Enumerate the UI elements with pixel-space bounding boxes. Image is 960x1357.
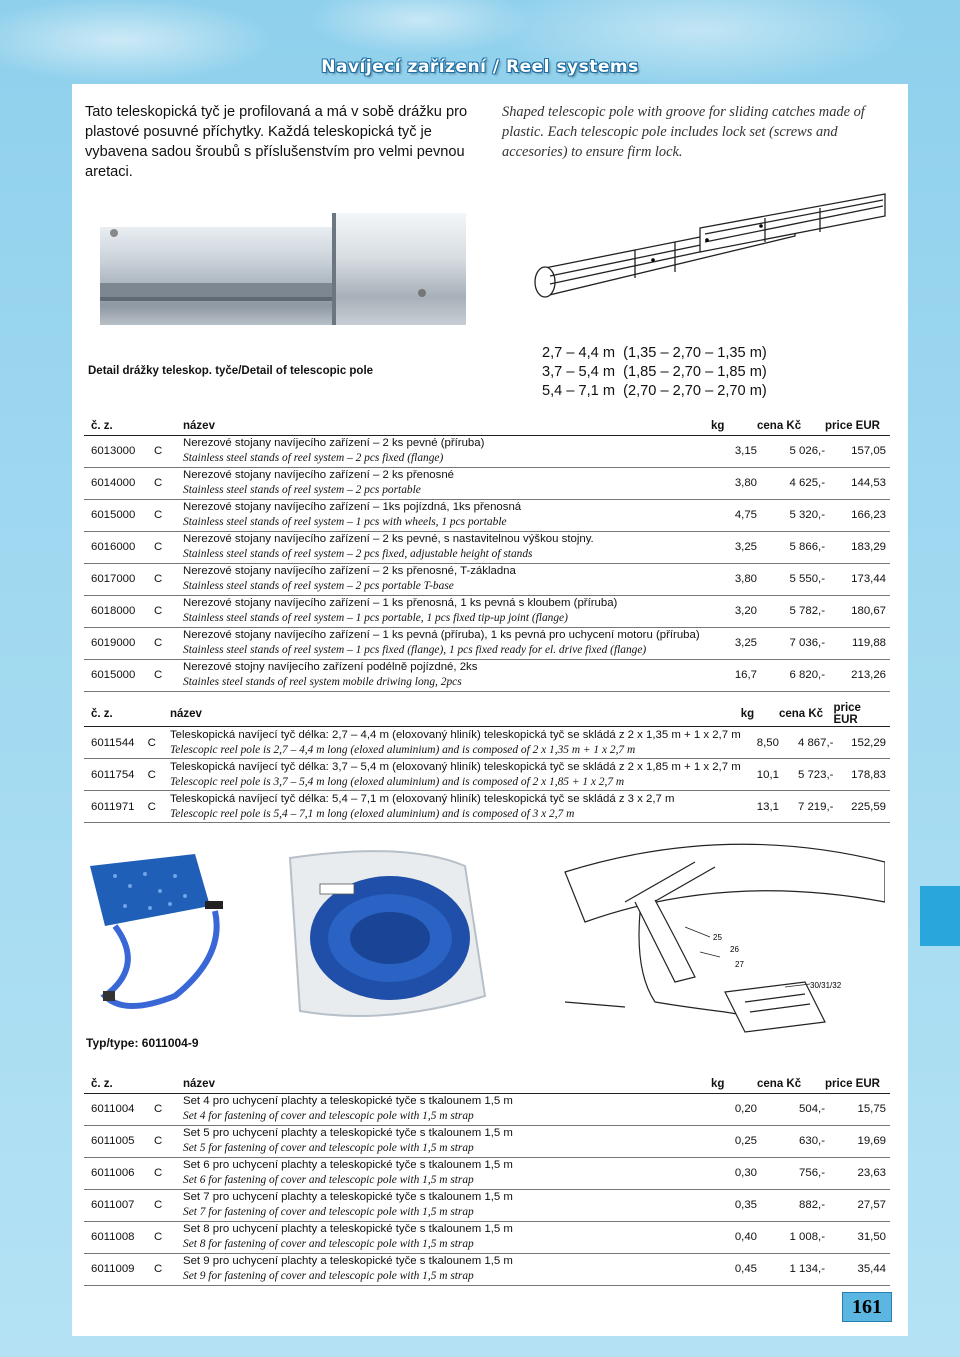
name-czech: Set 5 pro uchycení plachty a teleskopické tyče s tkalounem 1,5 m <box>183 1127 513 1139</box>
col-header-flag <box>154 418 183 435</box>
price-eur-cell: 183,29 <box>825 531 890 563</box>
weight-cell: 3,80 <box>711 563 757 595</box>
table-row <box>84 659 890 691</box>
fastening-sets-table <box>84 1076 890 1286</box>
weight-cell: 3,80 <box>711 467 757 499</box>
col-header-name: název <box>183 1076 711 1093</box>
product-code-cell: 6011971 <box>84 791 148 823</box>
flag-cell: C <box>154 1221 183 1253</box>
pole-length-line: 5,4 – 7,1 m (2,70 – 2,70 – 2,70 m) <box>542 383 767 399</box>
weight-cell: 8,50 <box>741 727 779 759</box>
name-cell <box>183 1157 711 1189</box>
product-code-cell: 6015000 <box>84 499 154 531</box>
table-row <box>84 1253 890 1285</box>
table-body <box>84 727 890 823</box>
intro-text-english: Shaped telescopic pole with groove for sliding catches made of plastic. Each telescopic pole includes lock set (screws and accesories) to ensure firm lock. <box>502 104 865 160</box>
name-cell <box>170 727 741 759</box>
side-color-tab <box>920 886 960 946</box>
name-english: Stainless steel stands of reel system – 2 pcs fixed, adjustable height of stands <box>183 548 533 560</box>
flag-cell: C <box>154 1093 183 1125</box>
table-row <box>84 727 890 759</box>
type-label: Typ/type: 6011004-9 <box>86 1036 199 1050</box>
flag-cell: C <box>154 563 183 595</box>
table-row <box>84 1093 890 1125</box>
name-cell <box>183 627 711 659</box>
product-code-cell: 6011008 <box>84 1221 154 1253</box>
price-czk-cell: 5 320,- <box>757 499 825 531</box>
col-header-code: č. z. <box>84 418 154 435</box>
name-czech: Set 4 pro uchycení plachty a teleskopické tyče s tkalounem 1,5 m <box>183 1095 513 1107</box>
table-row <box>84 595 890 627</box>
name-english: Set 9 for fastening of cover and telescopic pole with 1,5 m strap <box>183 1270 474 1282</box>
name-cell <box>183 659 711 691</box>
table-row <box>84 1157 890 1189</box>
product-code-cell: 6017000 <box>84 563 154 595</box>
diagram-label: 25 <box>713 933 722 942</box>
weight-cell: 0,25 <box>711 1125 757 1157</box>
weight-cell: 3,15 <box>711 435 757 467</box>
price-eur-cell: 35,44 <box>825 1253 890 1285</box>
product-code-cell: 6011004 <box>84 1093 154 1125</box>
price-eur-cell: 27,57 <box>825 1189 890 1221</box>
weight-cell: 10,1 <box>741 759 779 791</box>
price-czk-cell: 882,- <box>757 1189 825 1221</box>
price-eur-cell: 23,63 <box>825 1157 890 1189</box>
product-code-cell: 6011544 <box>84 727 148 759</box>
price-eur-cell: 178,83 <box>833 759 890 791</box>
detail-caption: Detail drážky teleskop. tyče/Detail of telescopic pole <box>88 365 374 377</box>
product-code-cell: 6018000 <box>84 595 154 627</box>
product-code-cell: 6011006 <box>84 1157 154 1189</box>
name-cell <box>183 1189 711 1221</box>
flag-cell: C <box>154 595 183 627</box>
diagram-label: 26 <box>730 945 739 954</box>
name-czech: Nerezové stojany navíjecího zařízení – 2 ks přenosné, T-základna <box>183 565 516 577</box>
flag-cell: C <box>148 791 170 823</box>
name-czech: Set 7 pro uchycení plachty a teleskopické tyče s tkalounem 1,5 m <box>183 1191 513 1203</box>
weight-cell: 0,45 <box>711 1253 757 1285</box>
pole-length-line: 2,7 – 4,4 m (1,35 – 2,70 – 1,35 m) <box>542 345 767 361</box>
price-eur-cell: 213,26 <box>825 659 890 691</box>
table-row <box>84 467 890 499</box>
product-code-cell: 6011007 <box>84 1189 154 1221</box>
weight-cell: 13,1 <box>741 791 779 823</box>
col-header-eur: price EUR <box>825 1076 890 1093</box>
reel-stands-table <box>84 418 890 692</box>
flag-cell: C <box>154 1253 183 1285</box>
flag-cell: C <box>148 727 170 759</box>
col-header-flag <box>148 702 170 727</box>
col-header-eur: price EUR <box>833 702 890 727</box>
flag-cell: C <box>154 1157 183 1189</box>
weight-cell: 0,30 <box>711 1157 757 1189</box>
table-row <box>84 759 890 791</box>
name-english: Telescopic reel pole is 5,4 – 7,1 m long (eloxed aluminium) and is composed of 3 x 2,7 m <box>169 807 575 820</box>
name-english: Stainless steel stands of reel system – 1 pcs portable, 1 pcs fixed tip-up joint (flange) <box>183 612 568 624</box>
flag-cell: C <box>154 1125 183 1157</box>
price-eur-cell: 19,69 <box>825 1125 890 1157</box>
price-czk-cell: 756,- <box>757 1157 825 1189</box>
weight-cell: 0,35 <box>711 1189 757 1221</box>
name-english: Set 8 for fastening of cover and telescopic pole with 1,5 m strap <box>183 1238 474 1250</box>
price-czk-cell: 5 782,- <box>757 595 825 627</box>
page-title: Navíjecí zařízení / Reel systems <box>321 57 639 77</box>
name-czech: Teleskopická navíjecí tyč délka: 5,4 – 7,1 m (eloxovaný hliník) teleskopická tyč se skládá z 3 x 2,7 m <box>169 792 675 805</box>
weight-cell: 16,7 <box>711 659 757 691</box>
name-czech: Nerezové stojany navíjecího zařízení – 2 ks přenosné <box>183 469 454 481</box>
price-eur-cell: 173,44 <box>825 563 890 595</box>
name-english: Telescopic reel pole is 3,7 – 5,4 m long (eloxed aluminium) and is composed of 2 x 1,85 + 1 x 2,7 m <box>169 775 625 788</box>
price-eur-cell: 15,75 <box>825 1093 890 1125</box>
name-english: Set 5 for fastening of cover and telescopic pole with 1,5 m strap <box>183 1142 474 1154</box>
name-czech: Teleskopická navíjecí tyč délka: 2,7 – 4,4 m (eloxovaný hliník) teleskopická tyč se skládá z 2 x 1,35 m + 1 x 2,7 m <box>169 728 741 741</box>
pole-length-list <box>542 344 767 401</box>
price-eur-cell: 180,67 <box>825 595 890 627</box>
name-english: Telescopic reel pole is 2,7 – 4,4 m long (eloxed aluminium) and is composed of 2 x 1,35 m + 1 x 2,7 m <box>169 743 636 756</box>
col-header-eur: price EUR <box>825 418 890 435</box>
name-english: Stainless steel stands of reel system – 2 pcs portable <box>183 484 421 496</box>
price-eur-cell: 152,29 <box>833 727 890 759</box>
product-code-cell: 6016000 <box>84 531 154 563</box>
table-header-row <box>84 418 890 435</box>
fastening-set-photo <box>85 846 515 1031</box>
price-czk-cell: 7 036,- <box>757 627 825 659</box>
flag-cell: C <box>154 1189 183 1221</box>
price-czk-cell: 1 008,- <box>757 1221 825 1253</box>
col-header-kg: kg <box>711 418 757 435</box>
name-cell <box>183 563 711 595</box>
table-body <box>84 435 890 691</box>
table-header-row <box>84 1076 890 1093</box>
name-cell <box>170 759 741 791</box>
table-row <box>84 435 890 467</box>
price-eur-cell: 225,59 <box>833 791 890 823</box>
col-header-code: č. z. <box>84 702 148 727</box>
table-body <box>84 1093 890 1285</box>
table-row <box>84 1221 890 1253</box>
flag-cell: C <box>154 467 183 499</box>
table-row <box>84 791 890 823</box>
price-czk-cell: 5 723,- <box>779 759 833 791</box>
price-czk-cell: 6 820,- <box>757 659 825 691</box>
name-czech: Nerezové stojany navíjecího zařízení – 2 ks pevné (příruba) <box>183 437 485 449</box>
flag-cell: C <box>154 435 183 467</box>
product-code-cell: 6014000 <box>84 467 154 499</box>
weight-cell: 4,75 <box>711 499 757 531</box>
flag-cell: C <box>154 659 183 691</box>
page-number: 161 <box>842 1292 892 1322</box>
name-cell <box>183 499 711 531</box>
name-czech: Teleskopická navíjecí tyč délka: 3,7 – 5,4 m (eloxovaný hliník) teleskopická tyč se skládá z 2 x 1,85 m + 1 x 2,7 m <box>169 760 741 773</box>
product-code-cell: 6015000 <box>84 659 154 691</box>
table-row <box>84 1189 890 1221</box>
name-czech: Nerezové stojany navíjecího zařízení – 1 ks přenosná, 1 ks pevná s kloubem (příruba) <box>183 597 618 609</box>
product-code-cell: 6011754 <box>84 759 148 791</box>
price-czk-cell: 1 134,- <box>757 1253 825 1285</box>
name-czech: Set 8 pro uchycení plachty a teleskopické tyče s tkalounem 1,5 m <box>183 1223 513 1235</box>
name-english: Set 4 for fastening of cover and telescopic pole with 1,5 m strap <box>183 1110 474 1122</box>
weight-cell: 3,25 <box>711 531 757 563</box>
col-header-name: název <box>170 702 741 727</box>
name-english: Set 6 for fastening of cover and telescopic pole with 1,5 m strap <box>183 1174 474 1186</box>
pole-length-line: 3,7 – 5,4 m (1,85 – 2,70 – 1,85 m) <box>542 364 767 380</box>
price-czk-cell: 504,- <box>757 1093 825 1125</box>
name-cell <box>183 1221 711 1253</box>
col-header-czk: cena Kč <box>757 418 825 435</box>
diagram-label: 27 <box>735 960 744 969</box>
price-eur-cell: 157,05 <box>825 435 890 467</box>
flag-cell: C <box>154 531 183 563</box>
name-cell <box>183 467 711 499</box>
table-row <box>84 627 890 659</box>
table-row <box>84 499 890 531</box>
price-czk-cell: 7 219,- <box>779 791 833 823</box>
price-czk-cell: 630,- <box>757 1125 825 1157</box>
name-cell <box>170 791 741 823</box>
product-code-cell: 6013000 <box>84 435 154 467</box>
weight-cell: 0,40 <box>711 1221 757 1253</box>
col-header-kg: kg <box>711 1076 757 1093</box>
price-eur-cell: 144,53 <box>825 467 890 499</box>
col-header-name: název <box>183 418 711 435</box>
name-cell <box>183 1125 711 1157</box>
name-english: Stainless steel stands of reel system – 2 pcs fixed (flange) <box>183 452 444 464</box>
title-band <box>0 52 960 82</box>
table-row <box>84 563 890 595</box>
col-header-czk: cena Kč <box>779 702 833 727</box>
fastening-detail-diagram <box>525 832 885 1042</box>
price-eur-cell: 119,88 <box>825 627 890 659</box>
price-czk-cell: 4 625,- <box>757 467 825 499</box>
telescopic-pole-diagram <box>525 188 895 313</box>
flag-cell: C <box>154 627 183 659</box>
name-cell <box>183 531 711 563</box>
weight-cell: 3,25 <box>711 627 757 659</box>
name-czech: Nerezové stojany navíjecího zařízení – 1ks pojízdná, 1ks přenosná <box>183 501 522 513</box>
name-cell <box>183 595 711 627</box>
name-czech: Set 9 pro uchycení plachty a teleskopické tyče s tkalounem 1,5 m <box>183 1255 513 1267</box>
flag-cell: C <box>154 499 183 531</box>
price-czk-cell: 5 550,- <box>757 563 825 595</box>
col-header-code: č. z. <box>84 1076 154 1093</box>
price-eur-cell: 166,23 <box>825 499 890 531</box>
intro-text-czech: Tato teleskopická tyč je profilovaná a má v sobě drážku pro plastové posuvné příchytky. Každá teleskopická tyč je vybavena sadou šroubů s příslušenstvím pro velmi pevnou aretaci. <box>85 104 468 180</box>
telescopic-poles-table <box>84 702 890 823</box>
col-header-kg: kg <box>741 702 779 727</box>
weight-cell: 3,20 <box>711 595 757 627</box>
product-code-cell: 6011005 <box>84 1125 154 1157</box>
col-header-flag <box>154 1076 183 1093</box>
diagram-label: 30/31/32 <box>810 981 842 990</box>
price-eur-cell: 31,50 <box>825 1221 890 1253</box>
name-czech: Nerezové stojny navíjecího zařízení podélně pojízdné, 2ks <box>183 661 478 673</box>
name-english: Stainless steel stands of reel system – 1 pcs fixed (flange), 1 pcs fixed ready for el. drive fixed (flange) <box>183 644 647 656</box>
flag-cell: C <box>148 759 170 791</box>
name-english: Set 7 for fastening of cover and telescopic pole with 1,5 m strap <box>183 1206 474 1218</box>
col-header-czk: cena Kč <box>757 1076 825 1093</box>
name-cell <box>183 435 711 467</box>
weight-cell: 0,20 <box>711 1093 757 1125</box>
name-english: Stainles steel stands of reel system mobile driwing long, 2pcs <box>183 676 462 688</box>
table-row <box>84 1125 890 1157</box>
telescopic-pole-photo <box>100 213 470 331</box>
price-czk-cell: 4 867,- <box>779 727 833 759</box>
name-english: Stainless steel stands of reel system – 1 pcs with wheels, 1 pcs portable <box>183 516 507 528</box>
product-code-cell: 6011009 <box>84 1253 154 1285</box>
price-czk-cell: 5 866,- <box>757 531 825 563</box>
name-english: Stainless steel stands of reel system – 2 pcs portable T-base <box>183 580 454 592</box>
name-cell <box>183 1253 711 1285</box>
name-cell <box>183 1093 711 1125</box>
name-czech: Nerezové stojany navíjecího zařízení – 2 ks pevné, s nastavitelnou výškou stojny. <box>183 533 594 545</box>
table-row <box>84 531 890 563</box>
product-code-cell: 6019000 <box>84 627 154 659</box>
table-header-row <box>84 702 890 727</box>
price-czk-cell: 5 026,- <box>757 435 825 467</box>
name-czech: Nerezové stojany navíjecího zařízení – 1 ks pevná (příruba), 1 ks pevná pro uchycení motoru (příruba) <box>183 629 700 641</box>
name-czech: Set 6 pro uchycení plachty a teleskopické tyče s tkalounem 1,5 m <box>183 1159 513 1171</box>
